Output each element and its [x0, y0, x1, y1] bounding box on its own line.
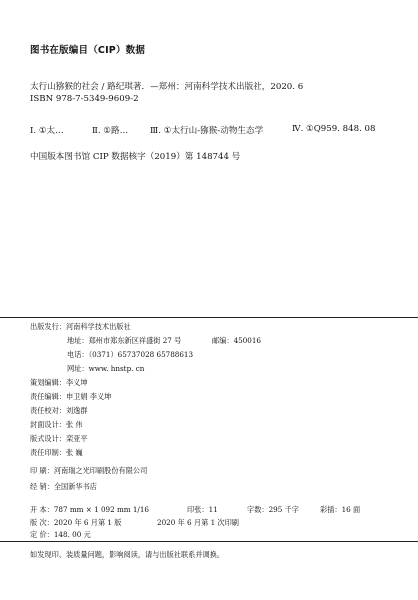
publisher-row — [30, 322, 131, 332]
credit-row — [30, 420, 83, 430]
format-row — [30, 505, 149, 515]
cip-class-3: Ⅲ. ①太行山-猕猴-动物生态学 — [150, 126, 264, 136]
credit-row — [30, 378, 88, 388]
credit-label: 印 刷： — [30, 466, 54, 475]
credit-value: 全国新华书店 — [53, 482, 97, 491]
color-plates-value: 彩插：16 面 — [320, 505, 361, 514]
price-row — [30, 530, 91, 540]
credit-value: 栾亚平 — [65, 434, 88, 443]
credit-value: 张 巍 — [65, 448, 83, 457]
credit-label: 经 销： — [30, 482, 54, 491]
credit-label: 策划编辑： — [30, 378, 66, 387]
publisher-phone: 电话：（0371）65737028 65788613 — [67, 350, 194, 359]
credit-label: 责任校对： — [30, 406, 66, 415]
credit-label: 封面设计： — [30, 420, 66, 429]
sheets-value: 印张：11 — [187, 505, 218, 514]
cip-class-4: Ⅳ. ①Q959. 848. 08 — [292, 124, 376, 134]
publisher-postcode: 邮编：450016 — [212, 336, 262, 345]
cip-bibliographic-line: 太行山猕猴的社会 / 路纪琪著．—郑州：河南科学技术出版社，2020. 6 — [30, 82, 304, 92]
credit-row — [30, 482, 97, 492]
price-label: 定 价： — [30, 530, 54, 539]
cip-isbn: ISBN 978-7-5349-9609-2 — [30, 94, 139, 104]
credit-value: 刘逸群 — [65, 406, 88, 415]
publisher-address: 地址：郑州市郑东新区祥盛街 27 号 — [67, 336, 182, 345]
credit-value: 申卫娟 李义坤 — [65, 392, 112, 401]
cip-class-1: Ⅰ. ①太… — [30, 126, 64, 136]
divider-top — [0, 317, 418, 318]
credit-value: 河南瑞之光印刷股份有限公司 — [53, 466, 148, 475]
cip-class-2: Ⅱ. ①路… — [92, 126, 129, 136]
credit-row — [30, 406, 88, 416]
cip-check-number: 中国版本图书馆 CIP 数据核字（2019）第 148744 号 — [30, 152, 241, 162]
edition-label: 版 次： — [30, 518, 54, 527]
format-label: 开 本： — [30, 505, 54, 514]
quality-notice: 如发现印、装质量问题，影响阅读，请与出版社联系并调换。 — [30, 550, 225, 559]
credit-value: 李义坤 — [65, 378, 88, 387]
credit-row — [30, 448, 83, 458]
credit-label: 责任编辑： — [30, 392, 66, 401]
edition-row — [30, 518, 121, 528]
credit-label: 版式设计： — [30, 434, 66, 443]
printing-value: 2020 年 6 月第 1 次印刷 — [157, 518, 239, 527]
publisher-name: 河南科学技术出版社 — [65, 322, 131, 331]
edition-value: 2020 年 6 月第 1 版 — [53, 518, 122, 527]
credit-label: 责任印制： — [30, 448, 66, 457]
divider-bottom — [0, 541, 418, 542]
publisher-label: 出版发行： — [30, 322, 66, 331]
credit-row — [30, 392, 111, 402]
credit-row — [30, 434, 88, 444]
words-value: 字数：295 千字 — [247, 505, 299, 514]
cip-title: 图书在版编目（CIP）数据 — [30, 45, 146, 56]
credit-row — [30, 466, 147, 476]
format-value: 787 mm × 1 092 mm 1/16 — [53, 505, 150, 514]
price-value: 148. 00 元 — [53, 530, 91, 539]
credit-value: 张 伟 — [65, 420, 83, 429]
publisher-website: 网址：www. hnstp. cn — [67, 364, 145, 373]
